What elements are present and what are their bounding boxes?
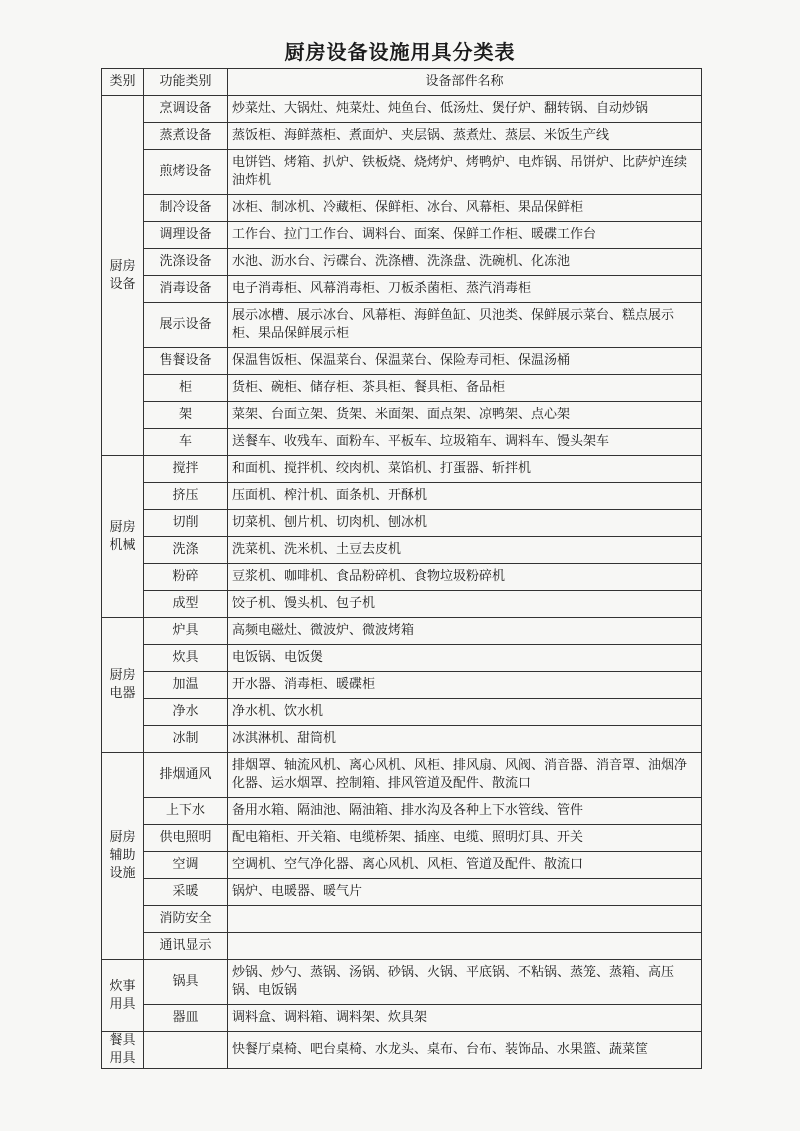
category-label: 厨房辅助设施 xyxy=(109,830,136,881)
function-cell: 消防安全 xyxy=(144,906,228,933)
table-row xyxy=(102,1032,702,1069)
table-row xyxy=(102,429,702,456)
table-row xyxy=(102,933,702,960)
function-cell: 锅具 xyxy=(144,960,228,1005)
items-cell: 洗菜机、洗米机、土豆去皮机 xyxy=(228,537,702,564)
table-row xyxy=(102,825,702,852)
function-cell: 器皿 xyxy=(144,1005,228,1032)
items-cell: 排烟罩、轴流风机、离心风机、风柜、排风扇、风阀、消音器、消音罩、油烟净化器、运水烟罩、控制箱、排风管道及配件、散流口 xyxy=(228,753,702,798)
table-row xyxy=(102,456,702,483)
function-cell: 切削 xyxy=(144,510,228,537)
header-items: 设备部件名称 xyxy=(228,69,702,96)
category-label: 厨房电器 xyxy=(109,668,136,701)
table-row xyxy=(102,537,702,564)
function-cell: 架 xyxy=(144,402,228,429)
table-row xyxy=(102,510,702,537)
items-cell: 电饼铛、烤箱、扒炉、铁板烧、烧烤炉、烤鸭炉、电炸锅、吊饼炉、比萨炉连续油炸机 xyxy=(228,150,702,195)
items-cell: 蒸饭柜、海鲜蒸柜、煮面炉、夹层锅、蒸煮灶、蒸层、米饭生产线 xyxy=(228,123,702,150)
items-cell: 菜架、台面立架、货架、米面架、面点架、凉鸭架、点心架 xyxy=(228,402,702,429)
header-function: 功能类别 xyxy=(144,69,228,96)
classification-table xyxy=(101,68,702,1069)
category-cell xyxy=(102,753,144,960)
category-cell xyxy=(102,960,144,1032)
function-cell: 制冷设备 xyxy=(144,195,228,222)
items-cell: 净水机、饮水机 xyxy=(228,699,702,726)
table-header-row xyxy=(102,69,702,96)
items-cell: 炒锅、炒勺、蒸锅、汤锅、砂锅、火锅、平底锅、不粘锅、蒸笼、蒸箱、高压锅、电饭锅 xyxy=(228,960,702,1005)
table-row xyxy=(102,303,702,348)
table-body xyxy=(102,96,702,1069)
function-cell: 供电照明 xyxy=(144,825,228,852)
function-cell: 洗涤 xyxy=(144,537,228,564)
category-label: 厨房机械 xyxy=(109,519,136,553)
category-cell xyxy=(102,1032,144,1069)
function-cell: 冰制 xyxy=(144,726,228,753)
items-cell: 快餐厅桌椅、吧台桌椅、水龙头、桌布、台布、装饰品、水果篮、蔬菜筐 xyxy=(228,1032,702,1069)
header-category: 类别 xyxy=(102,69,144,96)
table-row xyxy=(102,852,702,879)
items-cell: 切菜机、刨片机、切肉机、刨冰机 xyxy=(228,510,702,537)
function-cell: 空调 xyxy=(144,852,228,879)
table-row xyxy=(102,222,702,249)
table-row xyxy=(102,564,702,591)
function-cell: 炊具 xyxy=(144,645,228,672)
items-cell: 调料盒、调料箱、调料架、炊具架 xyxy=(228,1005,702,1032)
table-row xyxy=(102,96,702,123)
table-row xyxy=(102,672,702,699)
items-cell xyxy=(228,906,702,933)
items-cell: 压面机、榨汁机、面条机、开酥机 xyxy=(228,483,702,510)
function-cell: 蒸煮设备 xyxy=(144,123,228,150)
items-cell xyxy=(228,933,702,960)
function-cell: 洗涤设备 xyxy=(144,249,228,276)
table-row xyxy=(102,276,702,303)
table-row xyxy=(102,150,702,195)
table-row xyxy=(102,798,702,825)
function-cell: 消毒设备 xyxy=(144,276,228,303)
items-cell: 保温售饭柜、保温菜台、保温菜台、保险寿司柜、保温汤桶 xyxy=(228,348,702,375)
function-cell: 粉碎 xyxy=(144,564,228,591)
items-cell: 水池、沥水台、污碟台、洗涤槽、洗涤盘、洗碗机、化冻池 xyxy=(228,249,702,276)
function-cell: 售餐设备 xyxy=(144,348,228,375)
table-row xyxy=(102,618,702,645)
table-row xyxy=(102,591,702,618)
table-row xyxy=(102,753,702,798)
table-row xyxy=(102,249,702,276)
table-row xyxy=(102,123,702,150)
category-label: 餐具用具 xyxy=(109,1033,136,1066)
items-cell: 和面机、搅拌机、绞肉机、菜馅机、打蛋器、斩拌机 xyxy=(228,456,702,483)
category-cell xyxy=(102,618,144,753)
table-row xyxy=(102,699,702,726)
category-cell xyxy=(102,456,144,618)
table-row xyxy=(102,879,702,906)
items-cell: 展示冰槽、展示冰台、风幕柜、海鲜鱼缸、贝池类、保鲜展示菜台、糕点展示柜、果品保鲜展示柜 xyxy=(228,303,702,348)
items-cell: 工作台、拉门工作台、调料台、面案、保鲜工作柜、暖碟工作台 xyxy=(228,222,702,249)
function-cell: 烹调设备 xyxy=(144,96,228,123)
function-cell: 通讯显示 xyxy=(144,933,228,960)
function-cell: 挤压 xyxy=(144,483,228,510)
function-cell: 柜 xyxy=(144,375,228,402)
function-cell: 展示设备 xyxy=(144,303,228,348)
items-cell: 冰淇淋机、甜筒机 xyxy=(228,726,702,753)
category-label: 炊事用具 xyxy=(109,978,136,1012)
table-row xyxy=(102,195,702,222)
items-cell: 配电箱柜、开关箱、电缆桥架、插座、电缆、照明灯具、开关 xyxy=(228,825,702,852)
function-cell: 搅拌 xyxy=(144,456,228,483)
table-row xyxy=(102,1005,702,1032)
page-title: 厨房设备设施用具分类表 xyxy=(284,40,516,64)
items-cell: 冰柜、制冰机、冷藏柜、保鲜柜、冰台、风幕柜、果品保鲜柜 xyxy=(228,195,702,222)
function-cell: 加温 xyxy=(144,672,228,699)
category-label: 厨房设备 xyxy=(109,258,136,292)
function-cell: 成型 xyxy=(144,591,228,618)
table-row xyxy=(102,402,702,429)
items-cell: 炒菜灶、大锅灶、炖菜灶、炖鱼台、低汤灶、煲仔炉、翻转锅、自动炒锅 xyxy=(228,96,702,123)
table-row xyxy=(102,726,702,753)
function-cell: 车 xyxy=(144,429,228,456)
function-cell: 净水 xyxy=(144,699,228,726)
table-row xyxy=(102,960,702,1005)
function-cell: 炉具 xyxy=(144,618,228,645)
category-cell xyxy=(102,96,144,456)
table-row xyxy=(102,906,702,933)
items-cell: 货柜、碗柜、储存柜、茶具柜、餐具柜、备品柜 xyxy=(228,375,702,402)
items-cell: 高频电磁灶、微波炉、微波烤箱 xyxy=(228,618,702,645)
items-cell: 豆浆机、咖啡机、食品粉碎机、食物垃圾粉碎机 xyxy=(228,564,702,591)
items-cell: 电子消毒柜、风幕消毒柜、刀板杀菌柜、蒸汽消毒柜 xyxy=(228,276,702,303)
items-cell: 锅炉、电暖器、暖气片 xyxy=(228,879,702,906)
function-cell xyxy=(144,1032,228,1069)
items-cell: 开水器、消毒柜、暖碟柜 xyxy=(228,672,702,699)
function-cell: 上下水 xyxy=(144,798,228,825)
function-cell: 煎烤设备 xyxy=(144,150,228,195)
items-cell: 饺子机、馒头机、包子机 xyxy=(228,591,702,618)
table-row xyxy=(102,375,702,402)
items-cell: 电饭锅、电饭煲 xyxy=(228,645,702,672)
items-cell: 空调机、空气净化器、离心风机、风柜、管道及配件、散流口 xyxy=(228,852,702,879)
function-cell: 调理设备 xyxy=(144,222,228,249)
table-row xyxy=(102,645,702,672)
table-row xyxy=(102,483,702,510)
function-cell: 排烟通风 xyxy=(144,753,228,798)
table-row xyxy=(102,348,702,375)
items-cell: 备用水箱、隔油池、隔油箱、排水沟及各种上下水管线、管件 xyxy=(228,798,702,825)
items-cell: 送餐车、收残车、面粉车、平板车、垃圾箱车、调料车、馒头架车 xyxy=(228,429,702,456)
function-cell: 采暖 xyxy=(144,879,228,906)
